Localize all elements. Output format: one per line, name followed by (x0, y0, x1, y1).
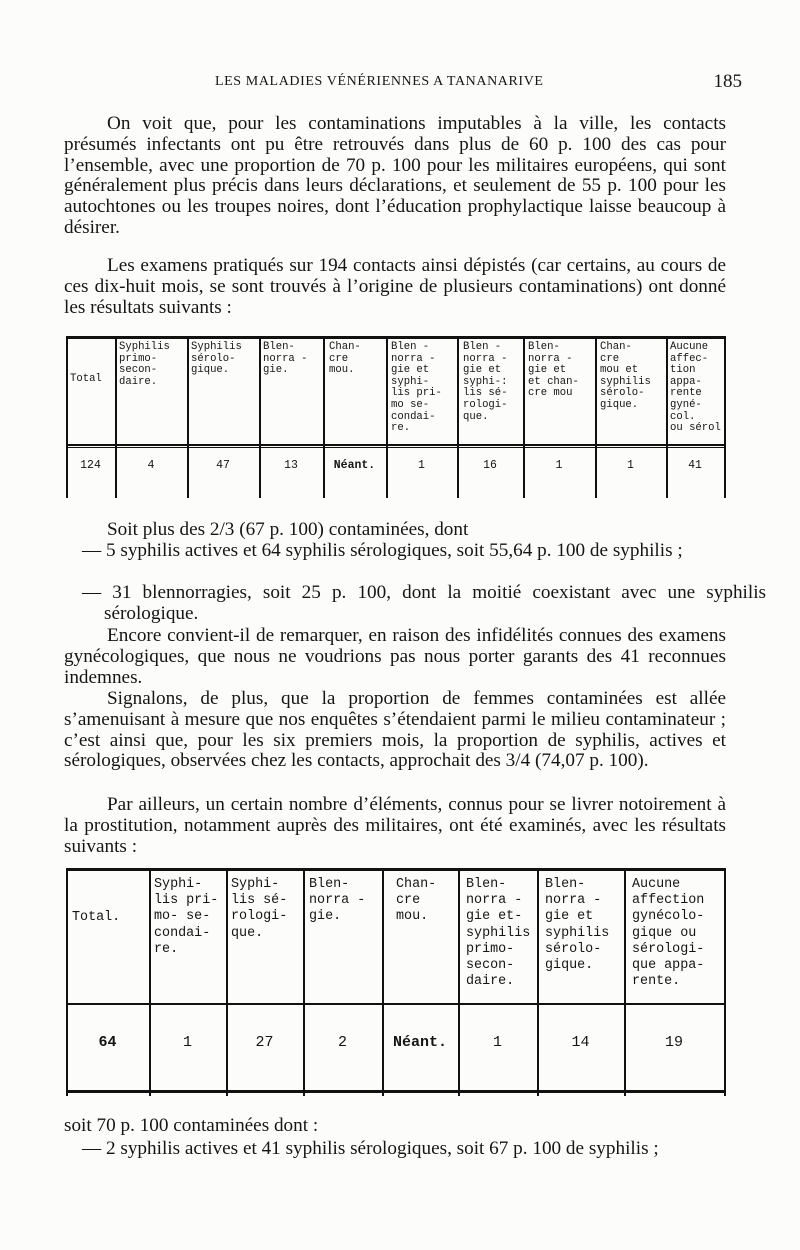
value-blenno-syphilis-primo: 1 (492, 1034, 502, 1051)
value-total: 64 (98, 1034, 117, 1051)
paragraph-prostitution: Par ailleurs, un certain nombre d’éléments, connus pour se livrer notoirement à la prostitution, notamment auprès des militaires, ont été examinés, avec les résultats suivants : (64, 794, 726, 857)
table-bottom-rule (66, 1090, 726, 1093)
header-syphilis-primo-secondaire: Syphilis primo- secon- daire. (119, 341, 170, 388)
running-title: LES MALADIES VÉNÉRIENNES A TANANARIVE (215, 74, 544, 89)
header-chancre-mou: Chan- cre mou. (329, 341, 361, 377)
value-syphilis-serologique: 47 (216, 459, 230, 472)
results-table-contacts (66, 336, 726, 498)
list-item-syphilis-prostitution: — 2 syphilis actives et 41 syphilis sérologiques, soit 67 p. 100 de syphilis ; (82, 1138, 659, 1159)
paragraph-exams-results: Les examens pratiqués sur 194 contacts ainsi dépistés (car certains, au cours de ces dix-huit mois, se sont trouvés à l’origine de plusieurs contaminations) ont donné les résultats suivants : (64, 255, 726, 318)
value-blennorragie: 13 (284, 459, 298, 472)
value-syphilis-primo-secondaire: 1 (182, 1034, 192, 1051)
table-header-rule (66, 444, 726, 446)
table-header-rule-2 (66, 447, 726, 448)
value-blenno-syphilis-sero: 16 (483, 459, 497, 472)
table-top-rule (66, 868, 726, 871)
value-syphilis-primo-secondaire: 4 (147, 459, 155, 472)
header-syphilis-serologique: Syphi- lis sé- rologi- que. (231, 877, 288, 941)
value-syphilis-serologique: 27 (255, 1034, 274, 1051)
paragraph-contaminated-summary: Soit plus des 2/3 (67 p. 100) contaminées, dont (107, 519, 469, 540)
table-header-rule (66, 1003, 726, 1005)
value-chancre-mou: Néant. (392, 1034, 447, 1051)
header-blennorragie: Blen- norra - gie. (263, 341, 308, 377)
header-chancre-mou: Chan- cre mou. (396, 877, 437, 925)
value-aucune-affection: 41 (688, 459, 702, 472)
header-blenno-syphilis-primo: Blen- norra - gie et- syphilis primo- secon- daire. (466, 877, 531, 990)
value-chancre-syphilis-sero: 1 (627, 459, 634, 472)
header-syphilis-serologique: Syphilis sérolo- gique. (191, 341, 242, 377)
header-syphilis-primo-secondaire: Syphi- lis pri- mo- se- condai- re. (154, 877, 219, 957)
header-blenno-syphilis-primo: Blen - norra - gie et syphi- lis pri- mo se- condai- re. (391, 341, 442, 435)
header-aucune-affection: Aucune affec- tion appa- rente gyné- col. ou sérol (670, 341, 721, 435)
value-chancre-mou: Néant. (333, 459, 376, 472)
header-aucune-affection: Aucune affection gynécolo- gique ou sérologi- que appa- rente. (632, 877, 705, 990)
header-blennorragie: Blen- norra - gie. (309, 877, 366, 925)
header-total: Total. (72, 910, 121, 925)
header-total: Total (70, 373, 102, 385)
results-table-prostitution (66, 868, 726, 1096)
table-top-rule (66, 336, 726, 339)
value-total: 124 (80, 459, 101, 472)
value-blenno-syphilis-sero: 14 (571, 1034, 590, 1051)
list-item-blennorragies: — 31 blennorragies, soit 25 p. 100, dont la moitié coexistant avec une syphilis sérologique. (82, 582, 766, 624)
header-chancre-syphilis-sero: Chan- cre mou et syphilis sérolo- gique. (600, 341, 651, 411)
page-header (0, 71, 800, 96)
value-blenno-chancre: 1 (555, 459, 563, 472)
header-blenno-chancre: Blen- norra - gie et et chan- cre mou (528, 341, 579, 400)
value-blennorragie: 2 (337, 1034, 347, 1051)
paragraph-seventy-percent: soit 70 p. 100 contaminées dont : (64, 1115, 319, 1136)
value-aucune-affection: 19 (664, 1034, 683, 1051)
value-blenno-syphilis-primo: 1 (418, 459, 425, 472)
header-blenno-syphilis-sero: Blen- norra - gie et syphilis sérolo- gique. (545, 877, 610, 974)
header-blenno-syphilis-sero: Blen - norra - gie et syphi-: lis sé- rologi- que. (463, 341, 508, 423)
list-item-syphilis: — 5 syphilis actives et 64 syphilis sérologiques, soit 55,64 p. 100 de syphilis ; (82, 540, 683, 561)
paragraph-gynecological-exams: Encore convient-il de remarquer, en raison des infidélités connues des examens gynécologiques, que nous ne voudrions pas nous porter garants des 41 reconnues indemnes. (64, 625, 726, 688)
paragraph-proportion-decline: Signalons, de plus, que la proportion de femmes contaminées est allée s’amenuisant à mesure que nos enquêtes s’étendaient parmi le milieu contaminateur ; c’est ainsi que, pour les six premiers mois, la proportion de syphilis, actives et sérologiques, observées chez les contacts, approchait des 3/4 (74,07 p. 100). (64, 688, 726, 772)
paragraph-contacts-found: On voit que, pour les contaminations imputables à la ville, les contacts présumés infectants ont pu être retrouvés dans plus de 60 p. 100 des cas pour l’ensemble, avec une proportion de 70 p. 100 pour les militaires européens, qui sont généralement plus précis dans leurs déclarations, et seulement de 55 p. 100 pour les autochtones ou les troupes noires, dont l’éducation prophylactique laisse beaucoup à désirer. (64, 113, 726, 238)
page-number: 185 (713, 71, 742, 92)
